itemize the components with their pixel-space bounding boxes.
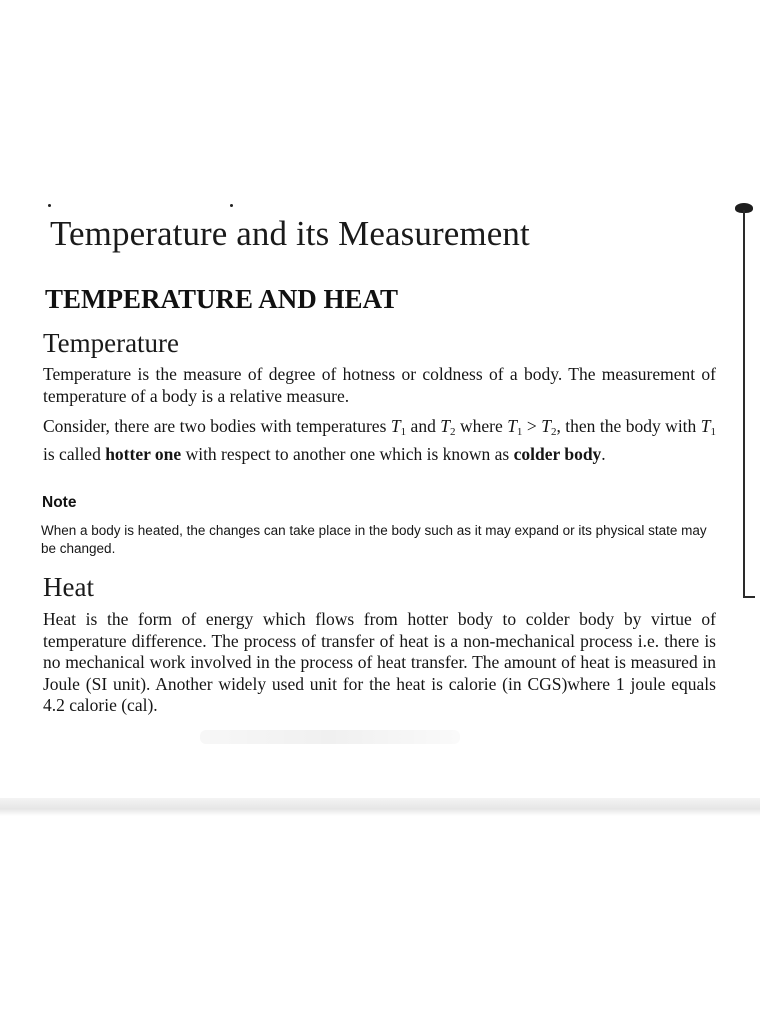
symbol-t: T [440, 416, 451, 436]
temperature-definition: Temperature is the measure of degree of hotness or coldness of a body. The measurement of temperature of a body is a relative measure. [43, 364, 716, 406]
margin-rule-foot [743, 596, 755, 598]
subscript: 1 [400, 426, 407, 438]
symbol-t: T [700, 416, 711, 436]
symbol-t: T [541, 416, 551, 436]
text-run: . [601, 443, 606, 464]
text-run: with respect to another one which is known as [181, 443, 514, 464]
text-run: , then the body with [556, 416, 701, 436]
subscript: 1 [710, 426, 716, 438]
temperature-heading: Temperature [43, 328, 180, 358]
subscript: 1 [516, 426, 523, 438]
bold-term-colder: colder body [513, 443, 602, 464]
note-heading: Note [42, 494, 77, 511]
symbol-t: T [507, 416, 517, 436]
heat-definition: Heat is the form of energy which flows from hotter body to colder body by virtue of temperature difference. The process of transfer of heat is a non-mechanical process i.e. there is no mechanical work involved in the process of heat transfer. The amount of heat is measured in Joule (SI unit). Another widely used unit for the heat is calorie (in CGS)where 1 joule equals 4.2 calorie (cal). [43, 609, 716, 715]
text-run: > [522, 416, 542, 436]
bold-term-hotter: hotter one [105, 443, 182, 464]
ink-speck [230, 204, 233, 207]
symbol-t: T [390, 416, 401, 436]
bleed-through-smudge [200, 730, 460, 744]
page-edge-shadow [0, 798, 760, 816]
note-text: When a body is heated, the changes can take place in the body such as it may expand or its physical state may be changed. [41, 523, 707, 556]
text-run: Consider, there are two bodies with temperatures [43, 416, 391, 436]
text-run: is called [43, 443, 106, 464]
heat-heading: Heat [43, 572, 94, 602]
margin-rule [743, 210, 745, 598]
text-run: where [455, 416, 508, 436]
section-heading: TEMPERATURE AND HEAT [45, 284, 399, 314]
subscript: 2 [450, 426, 456, 438]
text-run: and [406, 416, 441, 436]
ink-speck [48, 204, 51, 207]
temperature-comparison [43, 416, 716, 465]
subscript: 2 [550, 426, 557, 438]
page-title: Temperature and its Measurement [50, 214, 530, 253]
